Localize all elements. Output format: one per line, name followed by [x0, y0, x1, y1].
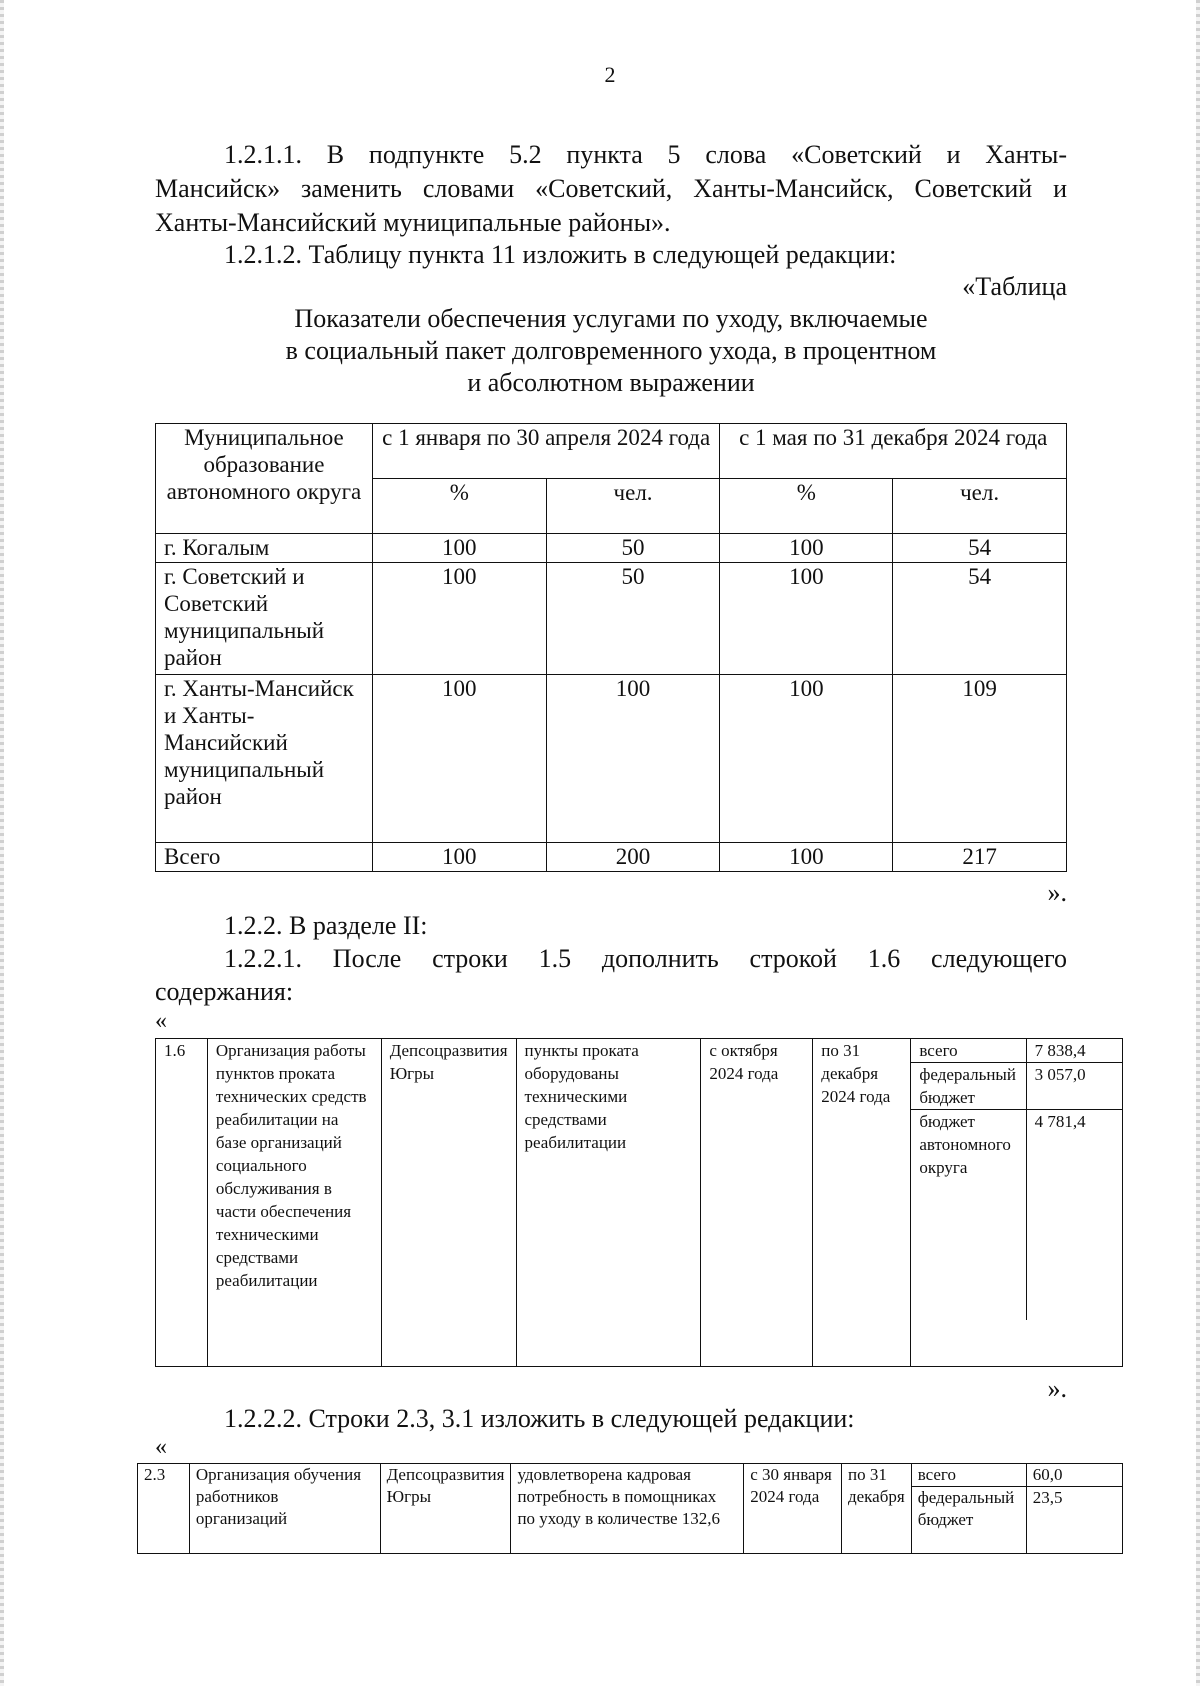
executor-cell: Депсоцразвития Югры	[380, 1464, 511, 1554]
funding-amount: 4 781,4	[1034, 1112, 1086, 1131]
row-number: 2.3	[138, 1464, 190, 1554]
result-cell: удовлетворена кадровая потребность в помощниках по уходу в количестве 132,6	[511, 1464, 744, 1554]
row-value: 50	[546, 534, 720, 563]
funding-source: всего	[911, 1039, 1026, 1063]
funding-amount: 23,5	[1032, 1488, 1063, 1507]
opening-quote-3: «	[155, 1434, 167, 1460]
funding-source: бюджет автономного округа	[911, 1110, 1026, 1320]
funding-table	[911, 1039, 1122, 1320]
row-name: г. Ханты-Мансийск и Ханты-Мансийский муниципальный район	[156, 675, 373, 843]
end-date-cell: по 31 декабря 2024 года	[813, 1039, 911, 1367]
start-date-cell: с октября 2024 года	[701, 1039, 813, 1367]
header-percent-1: %	[372, 479, 546, 534]
result-cell: пункты проката оборудованы техническими средствами реабилитации	[516, 1039, 701, 1367]
row-value: 109	[893, 675, 1067, 843]
table-label: «Таблица	[962, 272, 1067, 301]
header-people-1: чел.	[546, 479, 720, 534]
paragraph-4-line-1: 1.2.2.1. После строки 1.5 дополнить строкой 1.6 следующего	[224, 944, 1067, 973]
row-value: 100	[372, 534, 546, 563]
header-period-1: с 1 января по 30 апреля 2024 года	[372, 424, 720, 479]
table-title-line-1: Показатели обеспечения услугами по уходу, включаемые	[294, 304, 928, 333]
table-row	[156, 843, 1067, 872]
row-name: г. Когалым	[156, 534, 373, 563]
row-value: 100	[372, 675, 546, 843]
header-period-2: с 1 мая по 31 декабря 2024 года	[720, 424, 1067, 479]
funding-source: федеральный бюджет	[912, 1487, 1027, 1553]
activity-cell: Организация обучения работников организаций	[189, 1464, 380, 1554]
measure-table-2-3	[137, 1463, 1123, 1554]
paragraph-1-line-2: Мансийск» заменить словами «Советский, Ханты-Мансийск, Советский и	[155, 174, 1067, 203]
scan-edge-right	[1196, 0, 1200, 1686]
table-title-line-2: в социальный пакет долговременного ухода, в процентном	[285, 336, 937, 365]
paragraph-5: 1.2.2.2. Строки 2.3, 3.1 изложить в следующей редакции:	[224, 1404, 855, 1433]
row-value: 100	[720, 534, 893, 563]
paragraph-2: 1.2.1.2. Таблицу пункта 11 изложить в следующей редакции:	[224, 240, 897, 269]
row-value: 50	[546, 563, 720, 675]
row-value: 100	[720, 563, 893, 675]
table-row	[156, 675, 1067, 843]
table-title-line-3: и абсолютном выражении	[467, 368, 755, 397]
coverage-table	[155, 423, 1067, 872]
end-date-cell: по 31 декабря	[841, 1464, 911, 1554]
row-number: 1.6	[156, 1039, 208, 1367]
row-value: 100	[720, 843, 893, 872]
paragraph-4-line-2: содержания:	[155, 977, 294, 1006]
header-people-2: чел.	[893, 479, 1067, 534]
measure-table-1-6	[155, 1038, 1123, 1367]
funding-amount: 3 057,0	[1026, 1063, 1122, 1110]
paragraph-1-line-1: 1.2.1.1. В подпункте 5.2 пункта 5 слова «Советский и Ханты-	[224, 140, 1067, 169]
row-value: 54	[893, 534, 1067, 563]
row-value: 54	[893, 563, 1067, 675]
row-name: г. Советский и Советский муниципальный район	[156, 563, 373, 675]
funding-source: всего	[912, 1464, 1027, 1487]
page-number: 2	[604, 62, 616, 87]
paragraph-3: 1.2.2. В разделе II:	[224, 911, 428, 940]
paragraph-1-line-3: Ханты-Мансийский муниципальные районы».	[155, 208, 671, 237]
table-row	[156, 534, 1067, 563]
row-value: 100	[546, 675, 720, 843]
header-municipality: Муниципальное образование автономного округа	[156, 424, 373, 534]
activity-cell: Организация работы пунктов проката технических средств реабилитации на базе организаций социального обслуживания в части обеспечения техническими средствами реабилитации	[207, 1039, 381, 1367]
funding-table	[912, 1464, 1122, 1553]
funding-amount: 7 838,4	[1026, 1039, 1122, 1063]
executor-cell: Депсоцразвития Югры	[381, 1039, 516, 1367]
row-value: 100	[372, 843, 546, 872]
row-value: 100	[720, 675, 893, 843]
scan-edge-left	[0, 0, 4, 1686]
table-row	[156, 563, 1067, 675]
header-percent-2: %	[720, 479, 893, 534]
closing-quote-2: ».	[1047, 1374, 1067, 1403]
row-name: Всего	[156, 843, 373, 872]
row-value: 100	[372, 563, 546, 675]
row-value: 200	[546, 843, 720, 872]
closing-quote-1: ».	[1047, 878, 1067, 907]
row-value: 217	[893, 843, 1067, 872]
funding-source: федеральный бюджет	[911, 1063, 1026, 1110]
opening-quote-2: «	[155, 1008, 167, 1034]
start-date-cell: с 30 января 2024 года	[744, 1464, 842, 1554]
funding-amount: 60,0	[1026, 1464, 1122, 1487]
